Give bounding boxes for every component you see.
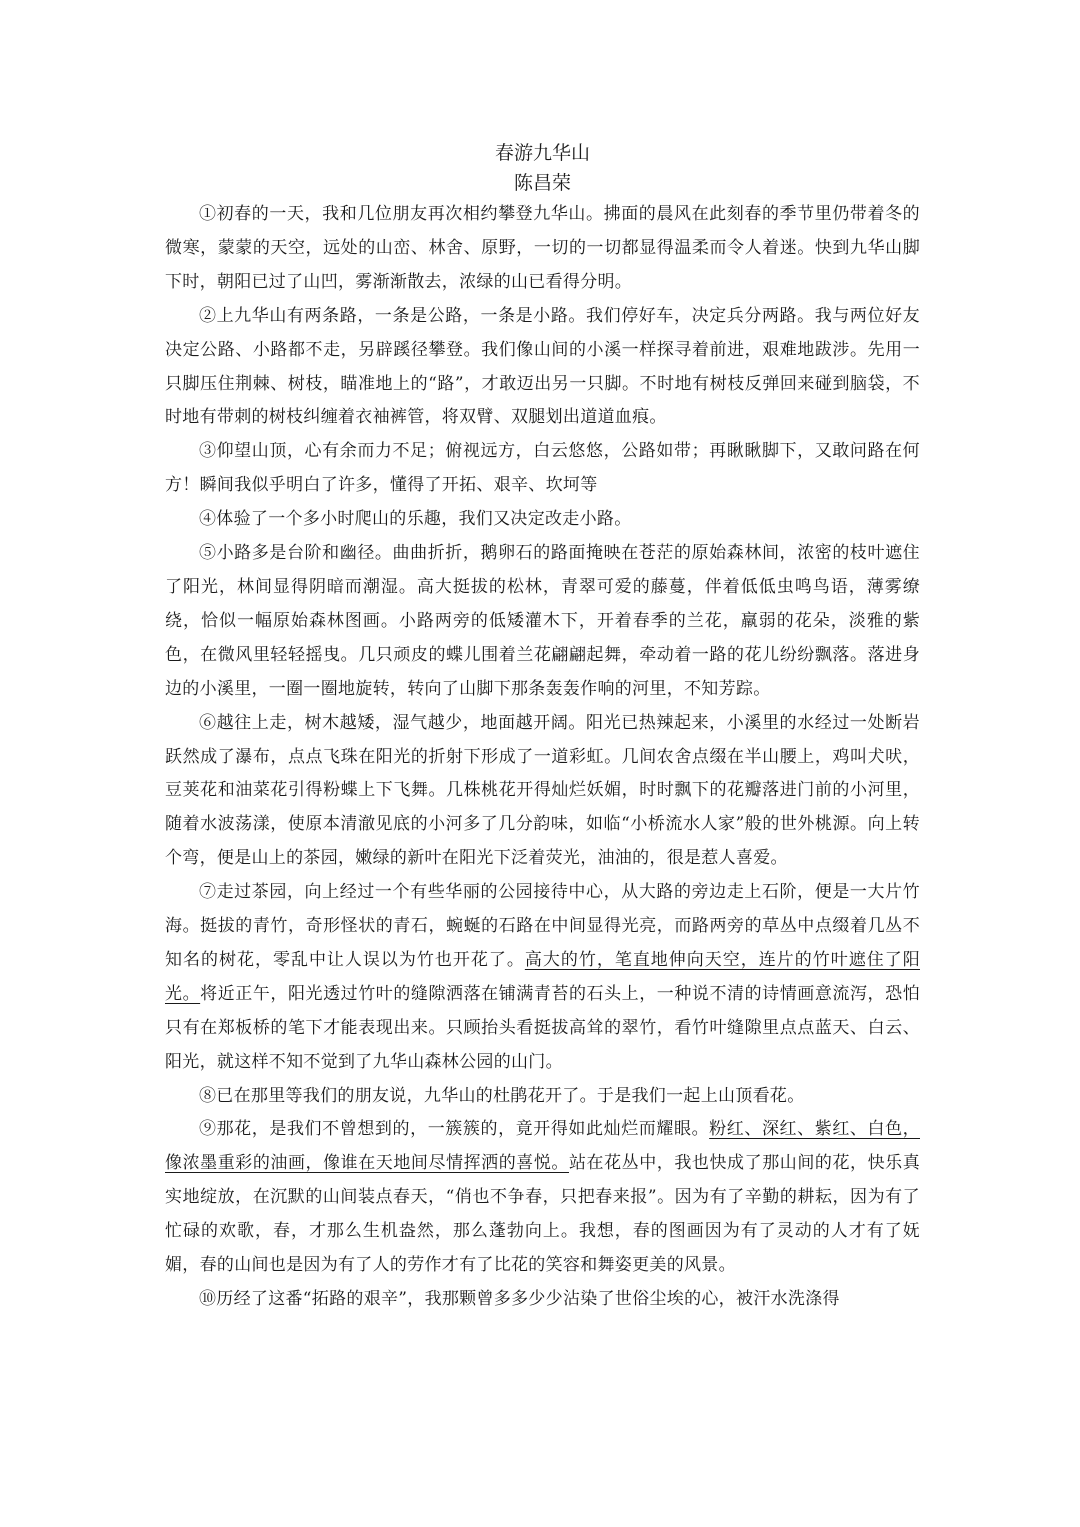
paragraph-6: ⑥越往上走，树木越矮，湿气越少，地面越开阔。阳光已热辣起来，小溪里的水经过一处断岩跃然成了瀑布，点点飞珠在阳光的折射下形成了一道彩虹。几间农舍点缀在半山腰上，鸡叫犬吠，豆荚花和油菜花引得粉蝶上下飞舞。几株桃花开得灿烂妖媚，时时飘下的花瓣落进门前的小河里，随着水波荡漾，使原本清澈见底的小河多了几分韵味，如临“小桥流水人家”般的世外桃源。向上转个弯，便是山上的茶园，嫩绿的新叶在阳光下泛着荧光，油油的，很是惹人喜爱。 — [165, 712, 920, 869]
paragraph-9-text-a: ⑨那花，是我们不曾想到的，一簇簇的，竟开得如此灿烂而耀眼。 — [199, 1119, 710, 1140]
paragraph-9 — [165, 1113, 920, 1283]
paragraph-7-text-b: 将近正午，阳光透过竹叶的缝隙洒落在铺满青苔的石头上，一种说不清的诗情画意流泻，恐怕只有在郑板桥的笔下才能表现出来。只顾抬头看挺拔高耸的翠竹，看竹叶缝隙里点点蓝天、白云、阳光，就这样不知不觉到了九华山森林公园的山门。 — [165, 983, 920, 1072]
paragraph-3: ③仰望山顶，心有余而力不足；俯视远方，白云悠悠，公路如带；再瞅瞅脚下，又敢问路在何方！瞬间我似乎明白了许多，懂得了开拓、艰辛、坎坷等 — [165, 441, 920, 496]
paragraph-8: ⑧已在那里等我们的朋友说，九华山的杜鹃花开了。于是我们一起上山顶看花。 — [199, 1085, 805, 1106]
paragraph-5: ⑤小路多是台阶和幽径。曲曲折折，鹅卵石的路面掩映在苍茫的原始森林间，浓密的枝叶遮住了阳光，林间显得阴暗而潮湿。高大挺拔的松林，青翠可爱的藤蔓，伴着低低虫鸣鸟语，薄雾缭绕，恰似一幅原始森林图画。小路两旁的低矮灌木下，开着春季的兰花，羸弱的花朵，淡雅的紫色，在微风里轻轻摇曳。几只顽皮的蝶儿围着兰花翩翩起舞，牵动着一路的花儿纷纷飘落。落进身边的小溪里，一圈一圈地旋转，转向了山脚下那条轰轰作响的河里，不知芳踪。 — [165, 543, 920, 699]
paragraph-7-text-a: ⑦走过茶园，向上经过一个有些华丽的公园接待中心，从大路的旁边走上石阶，便是一大片竹海。挺拔的青竹，奇形怪状的青石，蜿蜒的石路在中间显得光亮，而路两旁的草丛中点缀着几丛不知名的树花，零乱中让人误以为竹也开花了。 — [165, 882, 920, 970]
underlined-sentence-bamboo: 高大的竹，笔直地伸向天空，连片的竹叶遮住了阳光。 — [165, 949, 920, 1004]
paragraph-4: ④体验了一个多小时爬山的乐趣，我们又决定改走小路。 — [199, 509, 632, 530]
paragraph-2: ②上九华山有两条路，一条是公路，一条是小路。我们停好车，决定兵分两路。我与两位好友决定公路、小路都不走，另辟蹊径攀登。我们像山间的小溪一样探寻着前进，艰难地跋涉。先用一只脚压住荆棘、树枝，瞄准地上的“路”，才敢迈出另一只脚。不时地有树枝反弹回来碰到脑袋，不时地有带刺的树枝纠缠着衣袖裤管，将双臂、双腿划出道道血痕。 — [165, 305, 920, 428]
underlined-sentence-flowers: 粉红、深红、紫红、白色，像浓墨重彩的油画，像谁在天地间尽情挥洒的喜悦。 — [165, 1119, 920, 1174]
paragraph-9-text-b: 站在花丛中，我也快成了那山间的花，快乐真实地绽放，在沉默的山间装点春天，“俏也不争春，只把春来报”。因为有了辛勤的耕耘，因为有了忙碌的欢歌，春，才那么生机盎然，那么蓬勃向上。我想，春的图画因为有了灵动的人才有了妩媚，春的山间也是因为有了人的劳作才有了比花的笑容和舞姿更美的风景。 — [165, 1153, 921, 1276]
paragraph-1: ①初春的一天，我和几位朋友再次相约攀登九华山。拂面的晨风在此刻春的季节里仍带着冬的微寒，蒙蒙的天空，远处的山峦、林舍、原野，一切的一切都显得温柔而令人着迷。快到九华山脚下时，朝阳已过了山凹，雾渐渐散去，浓绿的山已看得分明。 — [165, 204, 920, 292]
paragraph-7 — [165, 876, 920, 1079]
article-author: 陈昌荣 — [513, 172, 571, 194]
paragraph-10: ⑩历经了这番“拓路的艰辛”，我那颗曾多多少少沾染了世俗尘埃的心，被汗水洗涤得 — [199, 1289, 840, 1309]
document-page — [165, 138, 920, 1317]
article-title: 春游九华山 — [494, 142, 590, 164]
